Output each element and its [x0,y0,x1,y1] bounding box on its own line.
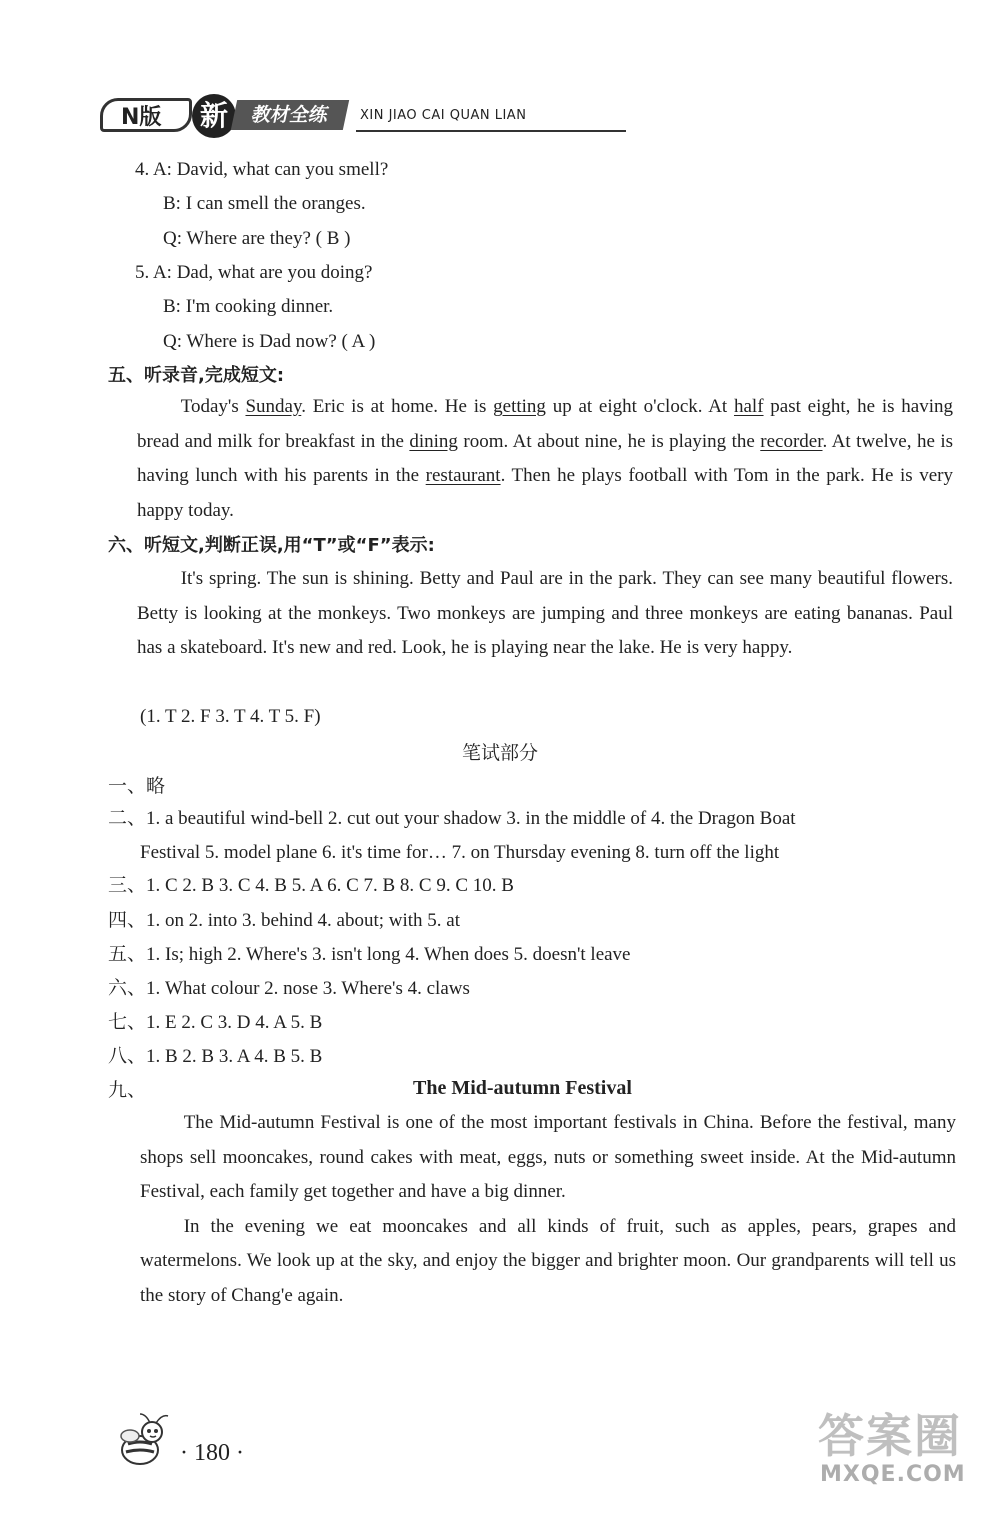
answer-row-2a: 二、1. a beautiful wind-bell 2. cut out your shadow 3. in the middle of 4. the Dragon Boat [108,808,796,829]
blank-5: recorder [760,430,823,452]
q5-line-a: 5. A: Dad, what are you doing? [135,262,373,283]
answer-row-2b: Festival 5. model plane 6. it's time for… 7. on Thursday evening 8. turn off the light [140,842,780,863]
watermark-logo: 答案圈 [818,1409,962,1463]
essay-body [140,1106,956,1313]
blank-4: dining [409,430,458,452]
q4-line-q: Q: Where are they? ( B ) [163,228,351,249]
essay-title: The Mid-autumn Festival [413,1077,632,1099]
answer-row-6: 六、1. What colour 2. nose 3. Where's 4. claws [108,978,470,999]
essay-paragraph-2: In the evening we eat mooncakes and all kinds of fruit, such as apples, pears, grapes and watermelons. We look up at the sky, and enjoy the bigger and brighter moon. Our grandparents will tell us the story of Chang'e again. [140,1215,956,1306]
answer-row-1: 一、略 [108,776,166,797]
logo-banner: 教材全练 [231,100,349,130]
logo-circle: 新 [192,94,236,138]
blank-2: getting [493,396,546,417]
blank-6: restaurant [425,465,501,486]
book-header [100,94,540,140]
q4-line-a: 4. A: David, what can you smell? [135,159,389,180]
watermark-url: MXQE.COM [820,1462,966,1487]
answer-row-4: 四、1. on 2. into 3. behind 4. about; with 5. at [108,910,461,931]
header-subtitle: XIN JIAO CAI QUAN LIAN [360,108,527,123]
section5-passage: Today's Sunday. Eric is at home. He is getting up at eight o'clock. At half past eight, he is having bread and milk for breakfast in the dining room. At about nine, he is playing the recorder. At twelve, he is having lunch with his parents in the restaurant. Then he plays football with Tom in the park. He is very happy today. [137,396,953,521]
answer-row-5: 五、1. Is; high 2. Where's 3. isn't long 4. When does 5. doesn't leave [108,944,631,965]
section6-answers: (1. T 2. F 3. T 4. T 5. F) [140,706,321,727]
blank-1: Sunday [245,396,302,417]
section6-passage: It's spring. The sun is shining. Betty and Paul are in the park. They can see many beautiful flowers. Betty is looking at the monkeys. Two monkeys are jumping and three monkeys are eating bananas. Paul has a skateboard. It's new and red. Look, he is playing near the lake. He is very happy. [137,568,953,658]
section5-heading: 五、听录音,完成短文: [108,365,285,386]
answer-row-9: 九、 [108,1080,147,1101]
logo-edition: N版 [100,98,192,132]
q5-line-b: B: I'm cooking dinner. [163,296,334,317]
answer-row-3: 三、1. C 2. B 3. C 4. B 5. A 6. C 7. B 8. C 9. C 10. B [108,875,514,896]
q4-line-b: B: I can smell the oranges. [163,193,366,214]
essay-paragraph-1: The Mid-autumn Festival is one of the most important festivals in China. Before the festival, many shops sell mooncakes, round cakes with meat, eggs, nuts or something sweet inside. At the Mid-autumn Festival, each family get together and have a big dinner. [140,1112,956,1202]
bee-mascot-icon [110,1410,174,1475]
answer-row-7: 七、1. E 2. C 3. D 4. A 5. B [108,1012,323,1033]
page-number: · 180 · [180,1440,244,1466]
section6-heading: 六、听短文,判断正误,用“T”或“F”表示: [108,535,435,556]
header-rule [356,130,626,132]
answer-row-8: 八、1. B 2. B 3. A 4. B 5. B [108,1046,323,1067]
q5-line-q: Q: Where is Dad now? ( A ) [163,331,376,352]
written-part-title: 笔试部分 [461,743,538,764]
blank-3: half [733,396,764,417]
